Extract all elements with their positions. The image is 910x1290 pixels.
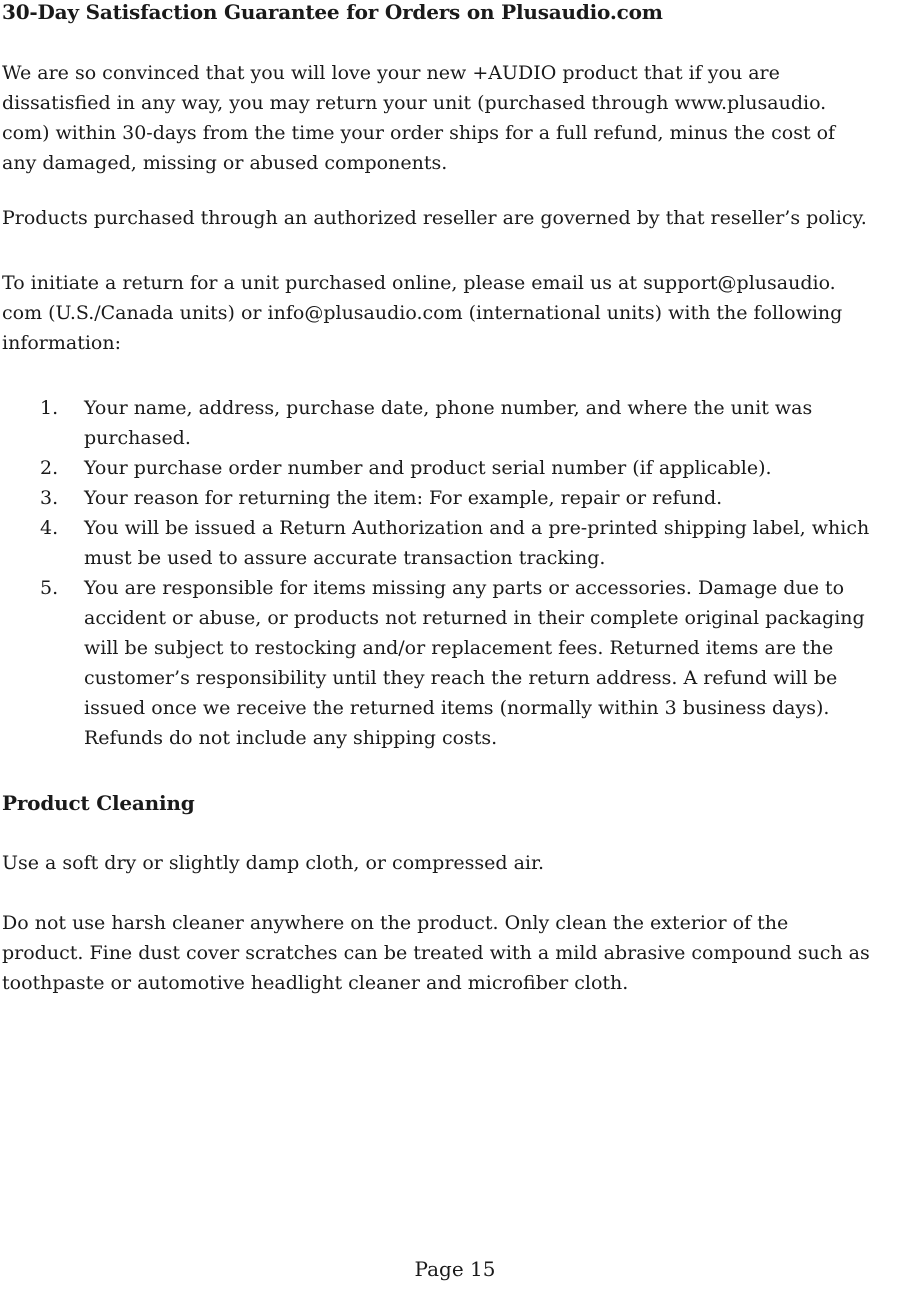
intro-line: dissatisfied in any way, you may return your unit (purchased through www.plusaudio. [2, 92, 827, 114]
cleaning-paragraph-2 [2, 908, 908, 998]
list-item-number: 2. [40, 457, 59, 479]
intro-line: any damaged, missing or abused components. [2, 152, 448, 174]
return-instructions-line: To initiate a return for a unit purchased online, please email us at support@plusaudio. [2, 272, 836, 294]
list-item-line: Refunds do not include any shipping costs. [84, 727, 498, 749]
list-item-number: 4. [40, 517, 59, 539]
return-steps-list [2, 393, 908, 753]
list-item-number: 5. [40, 577, 59, 599]
cleaning-line: Use a soft dry or slightly damp cloth, or compressed air. [2, 852, 545, 874]
list-item-number: 3. [40, 487, 59, 509]
intro-line: We are so convinced that you will love your new +AUDIO product that if you are [2, 62, 780, 84]
cleaning-line: product. Fine dust cover scratches can be treated with a mild abrasive compound such as [2, 942, 870, 964]
list-item-line: Your name, address, purchase date, phone number, and where the unit was [84, 397, 813, 419]
list-item-line: You are responsible for items missing any parts or accessories. Damage due to [84, 577, 845, 599]
list-item-line: customer’s responsibility until they reach the return address. A refund will be [84, 667, 838, 689]
list-item [2, 393, 908, 453]
list-item-line: Your reason for returning the item: For example, repair or refund. [84, 487, 723, 509]
cleaning-line: toothpaste or automotive headlight cleaner and microfiber cloth. [2, 972, 629, 994]
reseller-policy-line: Products purchased through an authorized reseller are governed by that reseller’s policy. [2, 207, 867, 229]
list-item-line: accident or abuse, or products not returned in their complete original packaging [84, 607, 865, 629]
list-item [2, 573, 908, 753]
return-instructions-line: information: [2, 332, 122, 354]
guarantee-heading: 30-Day Satisfaction Guarantee for Orders on Plusaudio.com [2, 0, 663, 24]
list-item-line: purchased. [84, 427, 191, 449]
return-instructions-line: com (U.S./Canada units) or info@plusaudio.com (international units) with the following [2, 302, 843, 324]
cleaning-line: Do not use harsh cleaner anywhere on the product. Only clean the exterior of the [2, 912, 789, 934]
reseller-policy-paragraph [2, 203, 908, 233]
list-item-line: issued once we receive the returned items (normally within 3 business days). [84, 697, 830, 719]
list-item-line: You will be issued a Return Authorization and a pre-printed shipping label, which [84, 517, 870, 539]
list-item-line: Your purchase order number and product serial number (if applicable). [84, 457, 772, 479]
cleaning-paragraph-1 [2, 848, 908, 878]
list-item-line: will be subject to restocking and/or replacement fees. Returned items are the [84, 637, 834, 659]
list-item-line: must be used to assure accurate transaction tracking. [84, 547, 606, 569]
return-instructions-paragraph [2, 268, 908, 358]
list-item-number: 1. [40, 397, 59, 419]
list-item [2, 453, 908, 483]
intro-line: com) within 30-days from the time your order ships for a full refund, minus the cost of [2, 122, 836, 144]
product-cleaning-heading: Product Cleaning [2, 791, 195, 815]
intro-paragraph [2, 58, 908, 178]
list-item [2, 513, 908, 573]
page-number: Page 15 [414, 1257, 496, 1281]
list-item [2, 483, 908, 513]
